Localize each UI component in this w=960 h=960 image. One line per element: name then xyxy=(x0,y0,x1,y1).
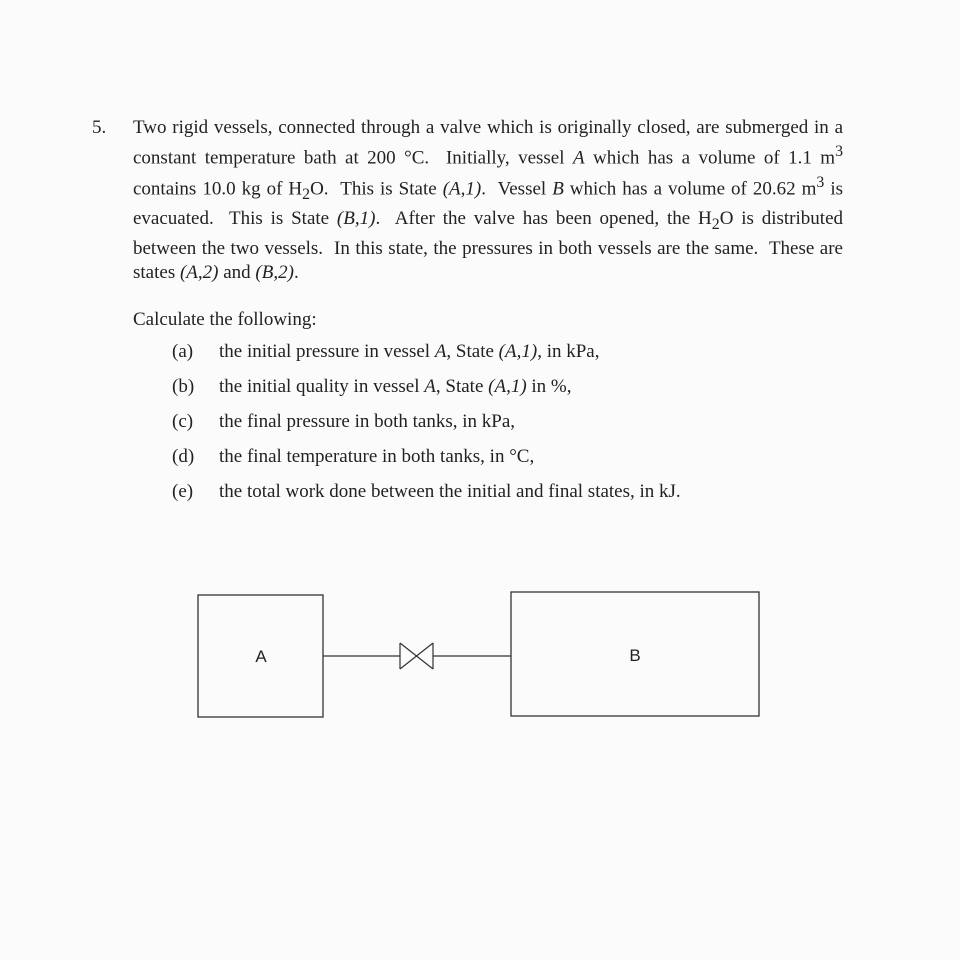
problem-statement: Two rigid vessels, connected through a valve which is originally closed, are submerged in a constant temperature bath at 200 °C. Initially, vessel A which has a volume of 1.1 $m^3$ contains 10.0 kg of $H_2O$. This is State (A,1). Vessel B which has a volume of 20.62 $m^3$ is evacuated. This is State (B,1). After the valve has been opened, the $H_2O$ is distributed between the two vessels. In this state, the pressures in both vessels are the same. These are states (A,2) and (B,2). xyxy=(133,117,844,284)
question-letter: (c) xyxy=(172,411,194,432)
calculate-header: Calculate the following: xyxy=(133,309,317,330)
question-text: the initial pressure in vessel A, State (A,1), in kPa, xyxy=(219,341,600,362)
question-letter: (e) xyxy=(172,481,194,502)
question-letter: (b) xyxy=(172,376,195,397)
question-text: the total work done between the initial and final states, in kJ. xyxy=(219,481,681,502)
question-text: the initial quality in vessel A, State (A,1) in %, xyxy=(219,376,572,397)
question-text: the final temperature in both tanks, in °C, xyxy=(219,446,535,467)
vessel-b-label: B xyxy=(629,646,641,665)
vessel-a-label: A xyxy=(255,647,267,666)
problem-number: 5. xyxy=(92,117,107,138)
question-text: the final pressure in both tanks, in kPa, xyxy=(219,411,516,432)
question-letter: (d) xyxy=(172,446,195,467)
question-letter: (a) xyxy=(172,341,194,362)
valve-icon xyxy=(400,643,433,669)
